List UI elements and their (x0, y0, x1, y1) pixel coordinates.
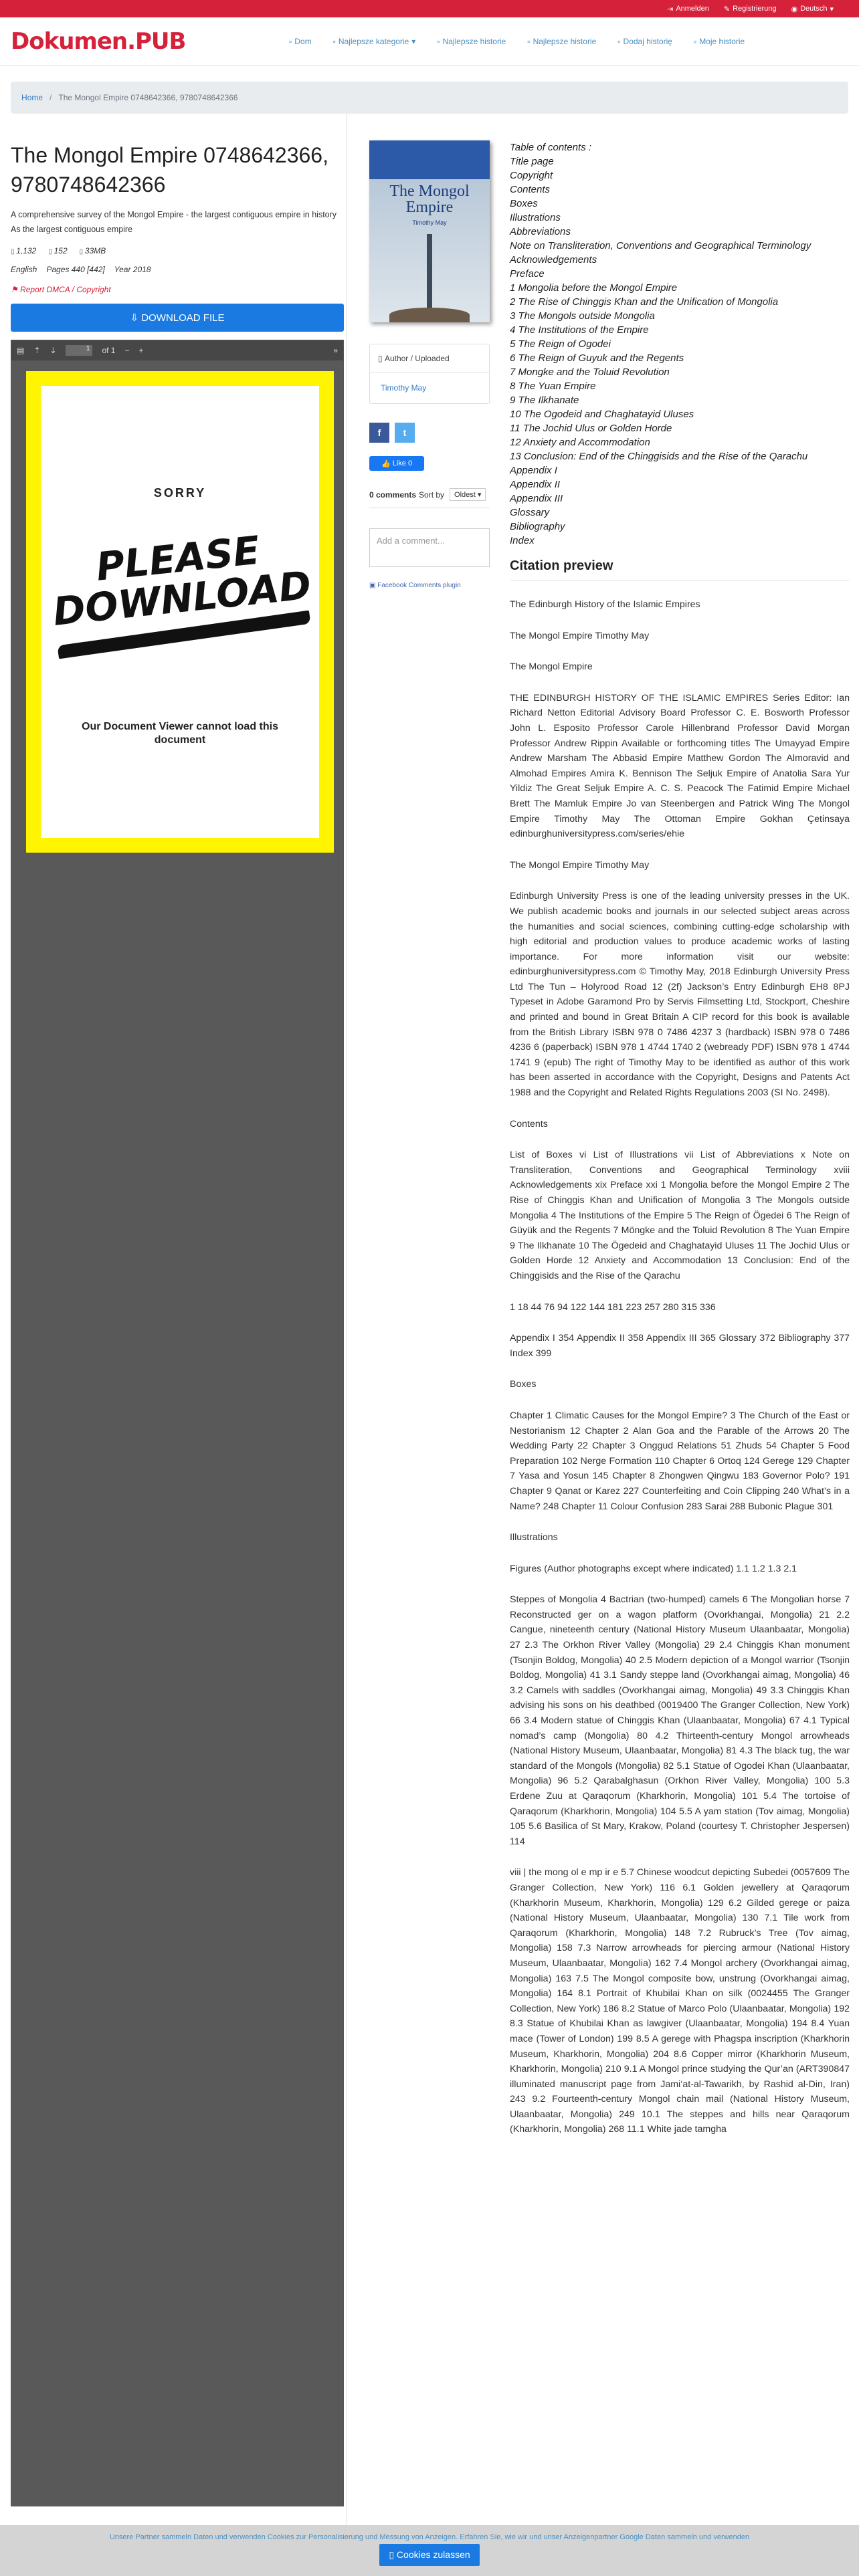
facebook-like-button[interactable]: 👍 Like 0 (369, 456, 424, 471)
toc-item: 4 The Institutions of the Empire (510, 324, 649, 336)
comment-input[interactable]: Add a comment... (369, 528, 490, 567)
doc-meta (11, 265, 344, 274)
facebook-icon: ▣ (369, 582, 378, 589)
toc-item: 7 Mongke and the Toluid Revolution (510, 366, 670, 378)
document-column (11, 140, 344, 2506)
chevron-down-icon: ▾ (411, 36, 416, 46)
register-icon: ✎ (723, 5, 731, 13)
citation-paragraph: Edinburgh University Press is one of the leading university presses in the UK. We publish academic books and journals in our selected subject areas across the humanities and social sciences, combining cutting-edge scholarship with high editorial and production values to produce academic works of lasting importance. For more information visit our website: edinburghuniversitypress.com © Timothy May, 2018 Edinburgh University Press Ltd The Tun – Holyrood Road 12 (2f) Jackson’s Entry Edinburgh EH8 8PJ Typeset in Adobe Garamond Pro by Servis Filmsetting Ltd, Stockport, Cheshire and printed and bound in Great Britain A CIP record for this book is available from the British Library ISBN 978 0 7486 4237 3 (hardback) ISBN 978 0 7486 4236 6 (paperback) ISBN 978 1 4744 1740 2 (webready PDF) ISBN 978 1 4744 1741 9 (epub) The right of Timothy May to be identified as author of this work has been asserted in accordance with the Copyright, Designs and Patents Act 1988 and the Copyright and Related Rights Regulations 2003 (SI No. 2498). (510, 891, 850, 1099)
down-arrow-icon[interactable]: ⇣ (50, 346, 57, 355)
nav-top-stories[interactable]: ▫ Najlepsze historie (437, 36, 506, 46)
content-column (510, 140, 850, 2137)
main-content (0, 114, 859, 2576)
cookie-message: Unsere Partner sammeln Daten und verwenden Cookies zur Personalisierung und Messung von Anzeigen. Erfahren Sie, wie wir und unser Anzeigenpartner Google Daten sammeln und verwenden (109, 2533, 750, 2541)
citation-paragraph: Chapter 1 Climatic Causes for the Mongol Empire? 3 The Church of the East or Nestorianism 12 Chapter 2 Alan Goa and the Parable of the Arrows 20 The Wedding Party 22 Chapter 3 Onggud Relations 51 Zhuds 54 Chapter 5 Food Preparation 102 Nerge Formation 110 Chapter 6 Ortoq 124 Gerege 129 Chapter 7 Yasa and Yosun 145 Chapter 8 Zhongwen Qingwu 183 Governor Polo? 191 Chapter 9 Qanat or Karez 227 Counterfeiting and Coin Clipping 240 What’s in a Name? 248 Chapter 11 Colour Confusion 283 Sarai 288 Bubonic Plague 301 (510, 1410, 850, 1512)
downloads-count: ▯ 152 (48, 246, 67, 255)
cover-cairn (389, 308, 470, 322)
facebook-share-icon[interactable]: f (369, 423, 389, 443)
author-box: ▯ Author / Uploaded Timothy May (369, 344, 490, 404)
toc-item: Table of contents : (510, 142, 592, 153)
nav-my-stories[interactable]: ▫ Moje historie (693, 36, 745, 46)
citation-paragraph: Illustrations (510, 1532, 558, 1543)
doc-pages: Pages 440 [442] (46, 265, 105, 274)
toc-item: Preface (510, 268, 545, 280)
toc-item: Appendix III (510, 493, 563, 504)
more-tools-icon[interactable]: » (333, 346, 338, 355)
share-buttons (369, 423, 490, 443)
language-dropdown[interactable]: ◉ Deutsch ▾ (791, 5, 834, 13)
citation-paragraph: Boxes (510, 1379, 537, 1390)
toc-item: Acknowledgements (510, 254, 597, 265)
login-icon: ⇥ (667, 5, 674, 13)
breadcrumb-current: The Mongol Empire 0748642366, 9780748642366 (58, 93, 238, 102)
toc-item: Appendix II (510, 479, 561, 490)
sort-label: Sort by (419, 490, 445, 500)
nav-top-stories-2[interactable]: ▫ Najlepsze historie (527, 36, 597, 46)
table-of-contents (510, 140, 850, 548)
report-link[interactable]: ⚑ Report DMCA / Copyright (11, 285, 111, 294)
download-icon: ⇩ (130, 312, 142, 324)
citation-paragraph: The Mongol Empire Timothy May (510, 630, 650, 641)
doc-description: A comprehensive survey of the Mongol Empire - the largest contiguous empire in history As the largest contiguous empire (11, 210, 337, 234)
breadcrumb: Home / The Mongol Empire 0748642366, 9780748642366 (11, 82, 848, 114)
toc-item: 13 Conclusion: End of the Chinggisids and the Rise of the Qarachu (510, 451, 808, 462)
sort-dropdown[interactable]: Oldest ▾ (450, 488, 486, 501)
chevron-down-icon: ▾ (830, 5, 834, 13)
thumbs-up-icon: 👍 (381, 459, 393, 468)
citation-paragraph: The Edinburgh History of the Islamic Empires (510, 599, 700, 610)
toc-item: Boxes (510, 198, 538, 209)
citation-paragraph: The Mongol Empire Timothy May (510, 859, 650, 871)
nav-add-story[interactable]: ▫ Dodaj historię (617, 36, 672, 46)
main-navbar (0, 17, 859, 66)
toc-item: Title page (510, 156, 554, 167)
sidebar-toggle-icon[interactable]: ▤ (17, 346, 25, 355)
user-icon: ▯ (378, 353, 385, 363)
please-download-text: PLEASE DOWNLOAD (51, 527, 314, 635)
login-link[interactable]: ⇥ Anmelden (667, 5, 709, 13)
citation-paragraph: The Mongol Empire (510, 661, 593, 673)
viewer-error-text: Our Document Viewer cannot load this document (82, 721, 278, 746)
cookie-banner (0, 2525, 859, 2576)
toc-item: 3 The Mongols outside Mongolia (510, 310, 655, 322)
viewer-toolbar (11, 340, 343, 360)
flag-icon: ⚑ (11, 285, 21, 294)
toc-item: Contents (510, 184, 551, 195)
upload-icon: ▫ (617, 36, 621, 46)
citation-paragraph: Steppes of Mongolia 4 Bactrian (two-humped) camels 6 The Mongolian horse 7 Reconstructed ger on a wagon platform (Ovorkhangai, Mongolia) 21 2.2 Cangue, nineteenth century (National History Museum Ulaanbaatar, Mongolia) 27 2.3 The Orkhon River Valley (Mongolia) 29 2.4 Chinggis Khan monument (Tsonjin Boldog, Mongolia) 40 2.5 Modern depiction of a Mongol warrior (Tsonjin Boldog, Mongolia) 41 3.1 Sandy steppe land (Ovorkhangai aimag, Mongolia) 46 3.2 Camels with saddles (Ovorkhangai aimag, Mongolia) 49 3.3 Chinggis Khan advising his sons on his deathbed (0019400 The Granger Collection, New York) 66 3.4 Modern statue of Chinggis Khan (Ulaanbaatar, Mongolia) 67 4.1 Typical nomad’s camp (Mongolia) 80 4.2 Thirteenth-century Mongol arrowheads (National History Museum, Ulaanbaatar, Mongolia) 81 4.3 The black tug, the war standard of the Mongols (Mongolia) 82 5.1 Statue of Ogodei Khan (Ulaanbaatar, Mongolia) 96 5.2 Qarabalghasun (Orkhon River Valley, Mongolia) 100 5.3 Erdene Zuu at Qaraqorum (Kharkhorin, Mongolia) 101 5.4 The tortoise of Qaraqorum (Kharkhorin, Mongolia) 104 5.5 A yam station (Tov aimag, Mongolia) 105 5.6 Basilica of St Mary, Krakow, Poland (courtesy T. Christopher Jespersen) 114 (510, 1594, 850, 1847)
citation-paragraph: 1 18 44 76 94 122 144 181 223 257 280 315 336 (510, 1301, 716, 1313)
page-count: of 1 (102, 346, 116, 355)
toc-item: 6 The Reign of Guyuk and the Regents (510, 352, 684, 364)
toc-item: Abbreviations (510, 226, 571, 237)
doc-language: English (11, 265, 37, 274)
doc-stats (11, 246, 344, 255)
comment-count: 0 comments (369, 490, 417, 500)
citation-paragraph: THE EDINBURGH HISTORY OF THE ISLAMIC EMPIRES Series Editor: Ian Richard Netton Editorial Advisory Board Professor C. E. Bosworth Professor John L. Esposito Professor Carole Hillenbrand Professor David Morgan Professor Andrew Rippin Available or forthcoming titles The Umayyad Empire Andrew Marsham The Abbasid Empire Matthew Gordon The Almoravid and Almohad Empires Amira K. Bennison The Seljuk Empire of Anatolia Sara Yur Yildiz The Great Seljuk Empire A. C. S. Peacock The Fatimid Empire Michael Brett The Mamluk Empire Jo van Steenbergen and Patrick Wing The Mongol Empire Timothy May The Ottoman Empire Gokhan Çetinsaya edinburghuniversitypress.com/series/ehie (510, 692, 850, 840)
top-bar (0, 0, 859, 17)
toc-item: Index (510, 535, 535, 546)
toc-item: Appendix I (510, 465, 557, 476)
toc-item: 10 The Ogodeid and Chaghatayid Uluses (510, 409, 694, 420)
nav-categories[interactable]: ▫ Najlepsze kategorie ▾ (332, 36, 416, 46)
list-icon: ▫ (332, 36, 336, 46)
toc-item: 5 The Reign of Ogodei (510, 338, 611, 350)
download-button[interactable]: ⇩ DOWNLOAD FILE (11, 304, 344, 332)
author-link[interactable]: Timothy May (381, 383, 427, 393)
toc-item: Bibliography (510, 521, 565, 532)
citation-paragraph: Appendix I 354 Appendix II 358 Appendix III 365 Glossary 372 Bibliography 377 Index 399 (510, 1333, 850, 1359)
twitter-share-icon[interactable]: t (395, 423, 415, 443)
toc-item: Note on Transliteration, Conventions and Geographical Terminology (510, 240, 812, 251)
toc-item: Copyright (510, 170, 553, 181)
globe-icon: ◉ (791, 5, 798, 13)
up-arrow-icon[interactable]: ⇡ (33, 346, 41, 355)
site-logo[interactable]: Dokumen.PUB (11, 27, 186, 55)
page-title: The Mongol Empire 0748642366, 9780748642366 (11, 143, 328, 197)
book-icon: ▫ (693, 36, 697, 46)
comments-header (369, 488, 490, 508)
facebook-plugin-link[interactable]: ▣ Facebook Comments plugin (369, 582, 461, 589)
zoom-in-icon[interactable]: + (138, 346, 144, 355)
cover-author: Timothy May (412, 219, 447, 226)
sorry-text: SORRY (153, 486, 207, 500)
citation-preview (510, 597, 850, 2137)
toc-item: 11 The Jochid Ulus or Golden Horde (510, 423, 672, 434)
zoom-out-icon[interactable]: − (124, 346, 130, 355)
toc-item: Illustrations (510, 212, 561, 223)
toc-item: 9 The Ilkhanate (510, 395, 579, 406)
citation-paragraph: Figures (Author photographs except where indicated) 1.1 1.2 1.3 2.1 (510, 1563, 797, 1574)
citation-heading: Citation preview (510, 558, 850, 581)
nav-home[interactable]: ▫ Dom (289, 36, 312, 46)
document-viewer[interactable] (11, 340, 344, 2506)
book-cover (369, 140, 490, 322)
citation-paragraph: List of Boxes vi List of Illustrations vii List of Abbreviations x Note on Transliteration, Conventions and Geographical Terminology xviii Acknowledgements xix Preface xxi 1 Mongolia before the Mongol Empire 2 The Rise of Chinggis Khan and Unification of Mongolia 3 The Mongols outside Mongolia 4 The Institutions of the Empire 5 The Reign of Ögedei 6 The Reign of Güyük and the Regents 7 Möngke and the Toluid Revolution 8 The Yuan Empire 9 The Ilkhanate 10 The Ögedeid and Chaghatayid Uluses 11 The Jochid Ulus or Golden Horde 12 Anxiety and Accommodation 13 Conclusion: End of the Chinggisids and the Rise of the Qarachu (510, 1150, 850, 1281)
breadcrumb-home[interactable]: Home (21, 93, 43, 102)
toc-item: 12 Anxiety and Accommodation (510, 437, 650, 448)
viewer-placeholder (26, 371, 334, 853)
file-size: ▯ 33MB (80, 246, 106, 255)
citation-paragraph: Contents (510, 1118, 548, 1130)
toc-item: 1 Mongolia before the Mongol Empire (510, 282, 678, 294)
doc-year: Year 2018 (114, 265, 151, 274)
home-icon: ▫ (289, 36, 292, 46)
nav-links (289, 37, 745, 46)
toc-item: 2 The Rise of Chinggis Khan and the Unification of Mongolia (510, 296, 779, 308)
toc-item: Glossary (510, 507, 550, 518)
cover-statue (427, 234, 432, 314)
page-number-input[interactable]: 1 (66, 345, 92, 356)
register-link[interactable]: ✎ Registrierung (723, 5, 777, 13)
toc-item: 8 The Yuan Empire (510, 381, 596, 392)
views-count: ▯ 1,132 (11, 246, 36, 255)
star-icon: ▫ (437, 36, 440, 46)
cover-title: The Mongol Empire (389, 183, 470, 216)
check-icon: ▯ (389, 2549, 397, 2560)
sidebar-column (369, 140, 490, 589)
fire-icon: ▫ (527, 36, 531, 46)
citation-paragraph: viii | the mong ol e mp ir e 5.7 Chinese woodcut depicting Subedei (0057609 The Granger Collection, New York) 116 6.1 Golden jewellery at Qaraqorum (Kharkhorin Museum, Kharkhorin, Mongolia) 129 6.2 Gilded gerege or paiza (National History Museum, Ulaanbaatar, Mongolia) 130 7.1 Tile work from Qaraqorum (Kharkhorin, Mongolia) 148 7.2 Rubruck’s Tree (Tov aimag, Mongolia) 158 7.3 Narrow arrowheads for piercing armour (National History Museum, Ulaanbaatar, Mongolia) 162 7.4 Mongol archery (Ovorkhangai aimag, Mongolia) 163 7.5 The Mongol composite bow, unstrung (Ovorkhangai aimag, Mongolia) 164 8.1 Portrait of Khubilai Khan on silk (0024455 The Granger Collection, New York) 186 8.2 Statue of Marco Polo (Ulaanbaatar, Mongolia) 192 8.3 Statue of Khubilai Khan as lawgiver (Ulaanbaatar, Mongolia) 194 8.4 Yuan mace (Tower of London) 199 8.5 A gerege with Phagspa inscription (Kharkhorin Museum, Kharkhorin, Mongolia) 204 8.6 Copper mirror (Kharkhorin Museum, Kharkhorin, Mongolia) 210 9.1 A Mongol prince studying the Qur’an (ART390847 illuminated manuscript page from Jami‘at-al-Tawarikh, by Rashid al-Din, Iran) 243 9.2 Fourteenth-century Mongol chain mail (National History Museum, Ulaanbaatar, Mongolia) 249 10.1 The steppes and hills near Qaraqorum (Kharkhorin, Mongolia) 268 11.1 White jade tamgha (510, 1867, 850, 2135)
cookie-accept-button[interactable]: ▯ Cookies zulassen (379, 2544, 479, 2566)
